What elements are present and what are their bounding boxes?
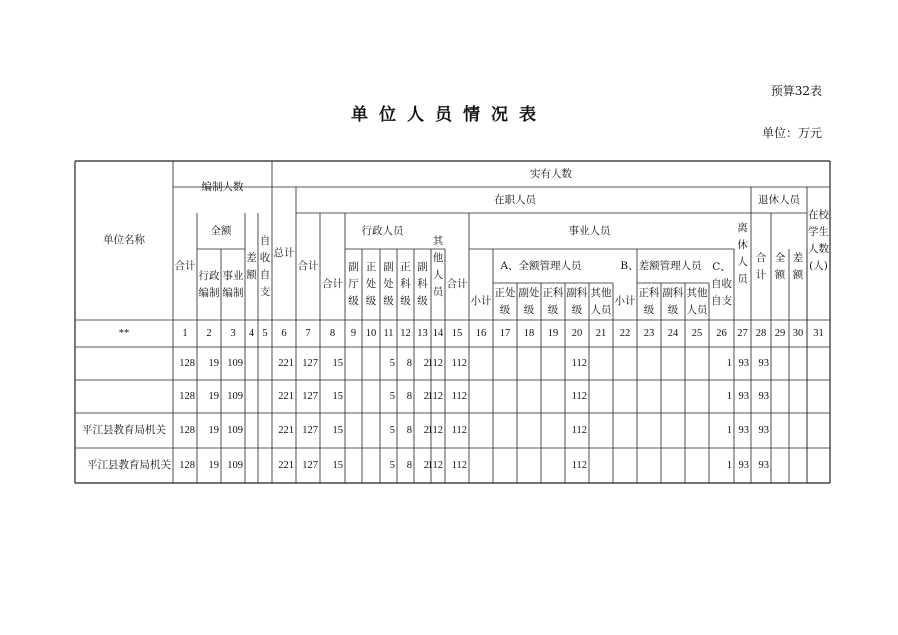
header-group-c: C、自收自支: [711, 261, 732, 307]
table-cell: 109: [227, 460, 243, 471]
table-cell: [637, 413, 661, 448]
table-cell: [469, 448, 493, 483]
table-cell: 112: [427, 391, 443, 402]
table-cell: 1: [726, 460, 732, 471]
table-cell: [362, 413, 380, 448]
form-number: 预算32表: [770, 84, 822, 98]
table-cell: 8: [406, 358, 412, 369]
header-b-sub: 小计: [614, 295, 636, 307]
index-cell: **: [118, 328, 130, 339]
table-cell: 93: [758, 460, 769, 471]
table-cell: [661, 448, 685, 483]
table-cell: 5: [389, 425, 395, 436]
header-unit-name: 单位名称: [103, 234, 145, 246]
table-cell: [685, 380, 709, 413]
table-cell: 127: [302, 391, 318, 402]
header-tx-cha-e: 差额: [792, 251, 804, 281]
table-cell: [245, 380, 258, 413]
table-cell: 19: [208, 358, 219, 369]
header-a-zheng-ke: 正科级: [542, 286, 564, 316]
row-unit-name: [75, 380, 173, 413]
table-cell: [589, 380, 613, 413]
header-zheng-chu: 正处级: [365, 261, 377, 307]
header-lixiu: 离休人员: [737, 221, 748, 285]
header-bianzhi: 编制人数: [201, 180, 244, 193]
header-a-zheng-chu: 正处级: [494, 286, 516, 316]
table-cell: 2: [423, 391, 429, 402]
table-cell: 5: [389, 391, 395, 402]
table-cell: [661, 347, 685, 380]
header-a-fu-ke: 副科级: [566, 286, 588, 316]
index-cell: 14: [432, 328, 444, 339]
index-cell: 6: [281, 328, 287, 339]
table-cell: 5: [389, 358, 395, 369]
header-zaizhi: 在职人员: [494, 193, 536, 206]
table-cell: 109: [227, 358, 243, 369]
table-cell: [345, 380, 362, 413]
header-b-other: 其他人员: [686, 286, 708, 316]
table-cell: [493, 448, 517, 483]
table-cell: [661, 380, 685, 413]
header-a-sub: 小计: [470, 295, 492, 307]
table-cell: [613, 448, 637, 483]
header-xz-other: 其他人员: [432, 234, 444, 298]
table-cell: 19: [208, 460, 219, 471]
table-cell: [789, 380, 807, 413]
header-tuixiu: 退休人员: [758, 193, 800, 206]
index-cell: 3: [230, 328, 236, 339]
table-cell: [541, 413, 565, 448]
table-cell: [789, 413, 807, 448]
header-tx-total: 合计: [755, 251, 767, 281]
table-cell: 93: [738, 391, 749, 402]
table-cell: 128: [179, 425, 195, 436]
table-cell: 15: [332, 425, 343, 436]
table-cell: [258, 347, 272, 380]
table-cell: 15: [332, 391, 343, 402]
page-title: 单位人员情况表: [351, 105, 547, 125]
index-cell: 28: [755, 328, 767, 339]
table-cell: [517, 413, 541, 448]
header-xz-total: 合计: [322, 278, 343, 290]
table-cell: [258, 413, 272, 448]
table-cell: 2: [423, 425, 429, 436]
table-cell: [771, 380, 789, 413]
table-cell: [685, 347, 709, 380]
table-cell: 112: [571, 425, 587, 436]
table-cell: 109: [227, 391, 243, 402]
index-cell: 4: [248, 328, 255, 339]
table-cell: [469, 347, 493, 380]
table-cell: [541, 448, 565, 483]
table-cell: 112: [571, 358, 587, 369]
index-cell: 16: [475, 328, 487, 339]
table-cell: 127: [302, 460, 318, 471]
row-unit-name: 平江县教育局机关: [87, 459, 171, 471]
table-cell: 112: [571, 391, 587, 402]
index-cell: 11: [383, 328, 394, 339]
table-cell: [771, 413, 789, 448]
index-cell: 25: [691, 328, 703, 339]
index-cell: 24: [667, 328, 679, 339]
header-bianzhi-total: 合计: [174, 260, 196, 272]
index-cell: 30: [792, 328, 804, 339]
table-cell: 93: [738, 425, 749, 436]
table-cell: [345, 448, 362, 483]
table-cell: 128: [179, 391, 195, 402]
table-cell: 221: [278, 391, 294, 402]
table-cell: [613, 347, 637, 380]
table-cell: [258, 380, 272, 413]
table-cell: [345, 413, 362, 448]
index-cell: 15: [451, 328, 463, 339]
table-cell: [541, 380, 565, 413]
header-cha-e: 差额: [246, 251, 257, 281]
header-shiyou-total: 总计: [273, 247, 295, 259]
table-cell: [789, 347, 807, 380]
table-cell: [362, 380, 380, 413]
table-cell: [661, 413, 685, 448]
table-cell: [493, 380, 517, 413]
index-cell: 9: [350, 328, 357, 339]
header-xingzheng: 行政人员: [361, 224, 404, 237]
header-quan-e: 全额: [210, 224, 232, 237]
index-cell: 31: [813, 328, 824, 339]
table-cell: 112: [427, 358, 443, 369]
table-cell: [685, 413, 709, 448]
table-cell: [541, 347, 565, 380]
table-cell: 93: [738, 460, 749, 471]
table-cell: [517, 448, 541, 483]
index-cell: 21: [595, 328, 607, 339]
table-cell: 19: [208, 425, 219, 436]
unit-label: 单位：万元: [761, 126, 822, 140]
table-cell: 8: [406, 460, 412, 471]
table-cell: [493, 413, 517, 448]
table-cell: [258, 448, 272, 483]
table-cell: 112: [571, 460, 587, 471]
table-cell: [493, 347, 517, 380]
index-cell: 1: [182, 328, 188, 339]
index-cell: 26: [716, 328, 727, 339]
header-fu-chu: 副处级: [383, 261, 394, 307]
header-tx-quan-e: 全额: [774, 251, 786, 281]
table-cell: [613, 413, 637, 448]
index-cell: 13: [417, 328, 428, 339]
table-cell: [345, 347, 362, 380]
table-cell: [362, 347, 380, 380]
table-cell: [637, 448, 661, 483]
table-cell: [245, 413, 258, 448]
table-cell: 128: [179, 358, 195, 369]
table-cell: [517, 380, 541, 413]
table-cell: 15: [332, 358, 343, 369]
table-cell: 93: [758, 358, 769, 369]
index-cell: 29: [774, 328, 786, 339]
table-cell: 221: [278, 358, 294, 369]
index-cell: 5: [262, 328, 268, 339]
table-cell: 112: [451, 358, 467, 369]
table-cell: 8: [406, 391, 412, 402]
header-b-zheng-ke: 正科级: [638, 286, 660, 316]
header-xingzheng-bianzhi: 行政编制: [198, 269, 220, 299]
table-cell: [771, 448, 789, 483]
index-cell: 2: [206, 328, 212, 339]
header-shiye-bianzhi: 事业编制: [222, 269, 244, 299]
table-cell: 2: [423, 358, 429, 369]
table-cell: 1: [726, 425, 732, 436]
table-cell: [469, 380, 493, 413]
table-cell: [637, 347, 661, 380]
index-cell: 10: [365, 328, 377, 339]
table-cell: 8: [406, 425, 412, 436]
table-cell: 5: [389, 460, 395, 471]
index-cell: 23: [643, 328, 655, 339]
header-zheng-ke: 正科级: [400, 261, 411, 307]
table-cell: 93: [758, 391, 769, 402]
index-cell: 27: [737, 328, 748, 339]
index-cell: 12: [400, 328, 411, 339]
table-cell: 112: [451, 425, 467, 436]
table-cell: 128: [179, 460, 195, 471]
table-cell: 127: [302, 425, 318, 436]
table-cell: 112: [451, 391, 467, 402]
header-fu-ke: 副科级: [417, 261, 428, 307]
header-shiye: 事业人员: [568, 224, 611, 237]
table-cell: 93: [738, 358, 749, 369]
row-unit-name: [75, 347, 173, 380]
table-cell: 112: [427, 425, 443, 436]
table-cell: [771, 347, 789, 380]
header-zishou-zizhi: 自收自支: [259, 234, 271, 298]
table-cell: 19: [208, 391, 219, 402]
table-cell: 93: [758, 425, 769, 436]
table-cell: [589, 413, 613, 448]
header-students: 在校学生人数(人): [808, 208, 829, 272]
index-cell: 7: [305, 328, 311, 339]
table-cell: [362, 448, 380, 483]
table-cell: [637, 380, 661, 413]
header-a-fu-chu: 副处级: [518, 286, 540, 316]
table-cell: [589, 448, 613, 483]
header-shiyou: 实有人数: [530, 167, 572, 180]
table-cell: [685, 448, 709, 483]
table-cell: 221: [278, 460, 294, 471]
index-cell: 18: [523, 328, 535, 339]
header-zaizhi-total: 合计: [297, 260, 319, 272]
header-b-fu-ke: 副科级: [662, 286, 684, 316]
index-cell: 17: [499, 328, 511, 339]
row-unit-name: 平江县教育局机关: [82, 424, 166, 436]
header-sy-total: 合计: [446, 278, 468, 290]
index-cell: 8: [329, 328, 336, 339]
table-cell: 1: [726, 358, 732, 369]
index-cell: 22: [619, 328, 631, 339]
table-cell: [469, 413, 493, 448]
table-cell: 109: [227, 425, 243, 436]
table-cell: [789, 448, 807, 483]
table-cell: 15: [332, 460, 343, 471]
table-cell: 1: [726, 391, 732, 402]
header-fu-ting: 副厅级: [348, 261, 359, 307]
table-cell: 112: [451, 460, 467, 471]
table-cell: [589, 347, 613, 380]
header-group-b: B、差额管理人员: [620, 259, 702, 272]
table-cell: [245, 347, 258, 380]
table-cell: 127: [302, 358, 318, 369]
table-cell: [613, 380, 637, 413]
table-cell: [517, 347, 541, 380]
header-a-other: 其他人员: [590, 286, 612, 316]
index-cell: 20: [571, 328, 583, 339]
index-cell: 19: [547, 328, 559, 339]
header-group-a: A、全额管理人员: [500, 259, 582, 272]
table-cell: 2: [423, 460, 429, 471]
table-cell: 221: [278, 425, 294, 436]
table-cell: 112: [427, 460, 443, 471]
table-cell: [245, 448, 258, 483]
